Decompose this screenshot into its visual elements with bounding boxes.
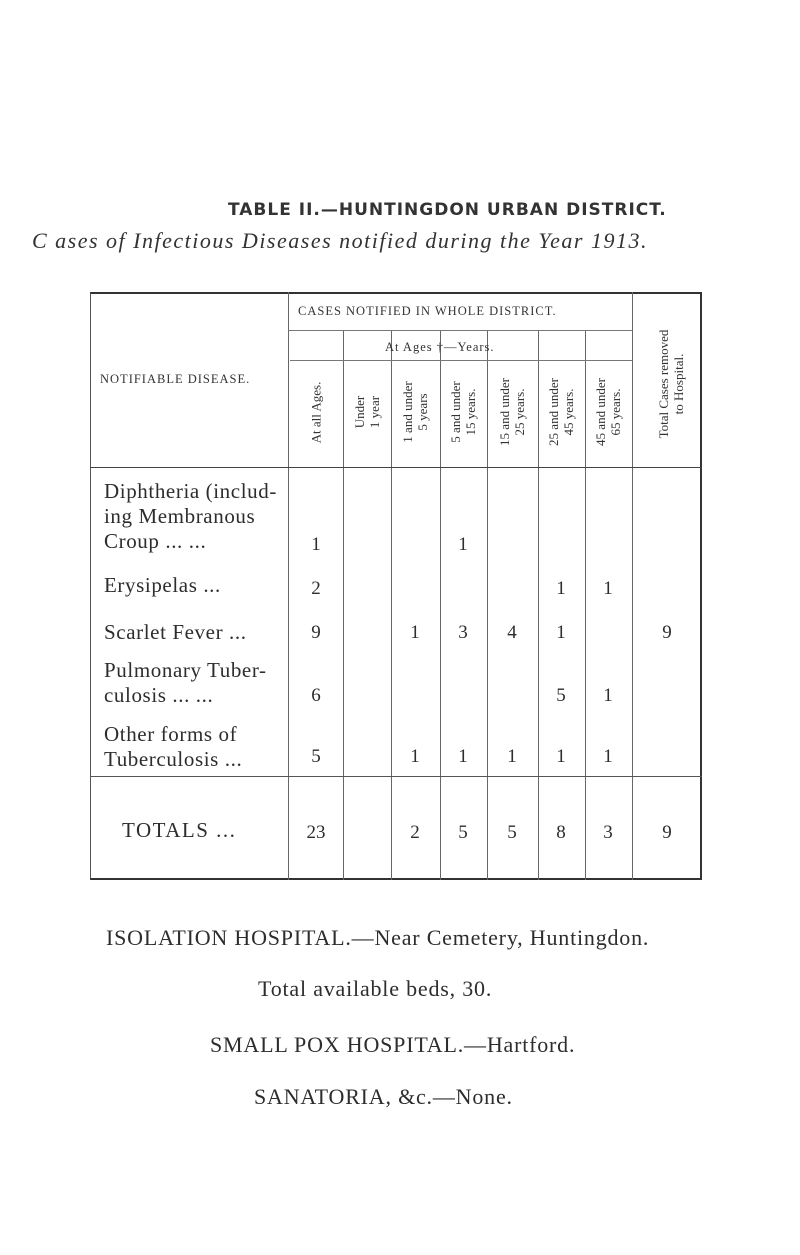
header-removed: Total Cases removed to Hospital. bbox=[656, 329, 686, 439]
col-rule bbox=[632, 292, 633, 880]
col-rule bbox=[487, 330, 488, 880]
col-rule bbox=[538, 330, 539, 880]
row-erysipelas-label: Erysipelas ... bbox=[104, 573, 221, 597]
beds-note: Total available beds, 30. bbox=[258, 976, 493, 1001]
table-cell: 1 bbox=[458, 534, 468, 555]
table-cell: 2 bbox=[410, 822, 420, 843]
table-cell: 1 bbox=[507, 746, 517, 767]
col-rule bbox=[288, 292, 289, 880]
table-cell: 9 bbox=[311, 622, 321, 643]
table-cell: 5 bbox=[556, 685, 566, 706]
col-rule bbox=[391, 330, 392, 880]
table-cell: 5 bbox=[507, 822, 517, 843]
row-diphtheria-label: Diphtheria (includ- ing Membranous Croup ... ... bbox=[104, 479, 277, 553]
header-age-col-0: At all Ages. bbox=[308, 381, 324, 443]
table-cell: 1 bbox=[603, 746, 613, 767]
header-bottom-rule bbox=[90, 467, 702, 468]
col-rule bbox=[343, 330, 344, 880]
isolation-hospital-note: ISOLATION HOSPITAL.—Near Cemetery, Huntingdon. bbox=[106, 925, 650, 950]
table-cell: 5 bbox=[458, 822, 468, 843]
header-cases: CASES NOTIFIED IN WHOLE DISTRICT. bbox=[298, 304, 557, 318]
table-cell: 8 bbox=[556, 822, 566, 843]
table-cell: 3 bbox=[603, 822, 613, 843]
row-pulmonary-tb-label: Pulmonary Tuber- culosis ... ... bbox=[104, 658, 267, 707]
table-cell: 23 bbox=[306, 822, 326, 843]
row-other-tb-label: Other forms of Tuberculosis ... bbox=[104, 722, 243, 771]
table-cell: 6 bbox=[311, 685, 321, 706]
header-rule bbox=[288, 330, 632, 331]
header-age-col-5: 25 and under 45 years. bbox=[546, 378, 576, 446]
table-subtitle: C ases of Infectious Diseases notified during the Year 1913. bbox=[32, 228, 648, 253]
table-cell: 1 bbox=[458, 746, 468, 767]
table-cell: 5 bbox=[311, 746, 321, 767]
table-cell: 2 bbox=[311, 578, 321, 599]
header-age-col-4: 15 and under 25 years. bbox=[497, 378, 527, 446]
smallpox-hospital-note: SMALL POX HOSPITAL.—Hartford. bbox=[210, 1032, 576, 1057]
header-ages: At Ages †—Years. bbox=[385, 340, 495, 354]
table-cell: 1 bbox=[556, 578, 566, 599]
totals-rule bbox=[90, 776, 702, 777]
table-cell: 1 bbox=[556, 746, 566, 767]
table-cell: 9 bbox=[662, 622, 672, 643]
table-cell: 1 bbox=[603, 685, 613, 706]
table-cell: 1 bbox=[556, 622, 566, 643]
row-scarlet-fever-label: Scarlet Fever ... bbox=[104, 620, 247, 644]
table-cell: 1 bbox=[311, 534, 321, 555]
col-rule bbox=[585, 330, 586, 880]
header-age-col-6: 45 and under 65 years. bbox=[593, 378, 623, 446]
col-rule bbox=[440, 330, 441, 880]
header-age-col-2: 1 and under 5 years bbox=[400, 381, 430, 443]
table-cell: 1 bbox=[410, 622, 420, 643]
table-title: TABLE II.—HUNTINGDON URBAN DISTRICT. bbox=[228, 200, 667, 220]
sanatoria-note: SANATORIA, &c.—None. bbox=[254, 1084, 513, 1109]
table-cell: 4 bbox=[507, 622, 517, 643]
totals-label: TOTALS ... bbox=[122, 818, 237, 842]
header-age-col-3: 5 and under 15 years. bbox=[448, 381, 478, 443]
header-age-col-1: Under 1 year bbox=[352, 395, 382, 429]
table-cell: 1 bbox=[603, 578, 613, 599]
table-cell: 1 bbox=[410, 746, 420, 767]
table-cell: 3 bbox=[458, 622, 468, 643]
header-rule bbox=[290, 360, 632, 361]
table-cell: 9 bbox=[662, 822, 672, 843]
header-disease: NOTIFIABLE DISEASE. bbox=[100, 372, 251, 386]
